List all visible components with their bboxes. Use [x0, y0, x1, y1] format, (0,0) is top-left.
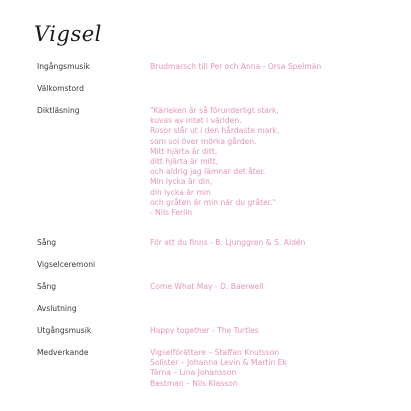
program-value — [150, 62, 321, 72]
poem-line: "Kärleken är så förunderligt stark, — [150, 106, 279, 115]
program-label: Utgångsmusik — [37, 326, 92, 335]
poem-author: - Nils Ferlin — [150, 207, 193, 217]
poem-line: ditt hjärta är mitt, — [150, 156, 219, 166]
program-value — [150, 282, 264, 292]
poem-line: och aldrig jag lämnar det åter. — [150, 167, 266, 177]
participant-line: Solister – Johanna Levin & Martin Ek — [150, 358, 287, 368]
program-label: Medverkande — [37, 348, 89, 357]
participant-line: Bestman – Nils Klasson — [150, 378, 238, 388]
participant-line: Tärna – Lina Johansson — [150, 368, 237, 378]
poem-line: och gråten är min när du gråter." — [150, 197, 277, 207]
program-value-line: Brudmarsch till Per och Anna - Orsa Spelmän — [150, 62, 322, 71]
program-value — [150, 348, 287, 389]
program-label: Välkomstord — [37, 84, 84, 93]
program-label: Sång — [37, 282, 57, 291]
poem-line: Rosor slår ut i den hårdaste mark, — [150, 126, 280, 136]
program-value — [150, 326, 259, 336]
program-value — [150, 106, 279, 218]
program-value-line: Happy together - The Turtles — [150, 326, 259, 335]
program-value-line: För att du finns - B. Ljunggren & S. Aldén — [150, 238, 306, 247]
program-value-line: Come What May - D. Baerwell — [150, 282, 264, 291]
poem-line: Mitt hjärta är ditt, — [150, 146, 218, 156]
program-label: Avslutning — [37, 304, 77, 313]
poem-line: Min lycka är din, — [150, 177, 213, 187]
program-label: Sång — [37, 238, 57, 247]
page-title: Vigsel — [34, 22, 102, 46]
participant-line: Vigselförättare – Staffan Knutsson — [150, 348, 280, 357]
program-value — [150, 238, 305, 248]
poem-line: som sol över mörka gården. — [150, 136, 257, 146]
program-label: Vigselceremoni — [37, 260, 96, 269]
poem-line: din lycka är min — [150, 187, 211, 197]
poem-line: kuvas av intet i världen. — [150, 116, 242, 126]
program-label: Ingångsmusik — [37, 62, 90, 71]
program-label: Diktläsning — [37, 106, 80, 115]
